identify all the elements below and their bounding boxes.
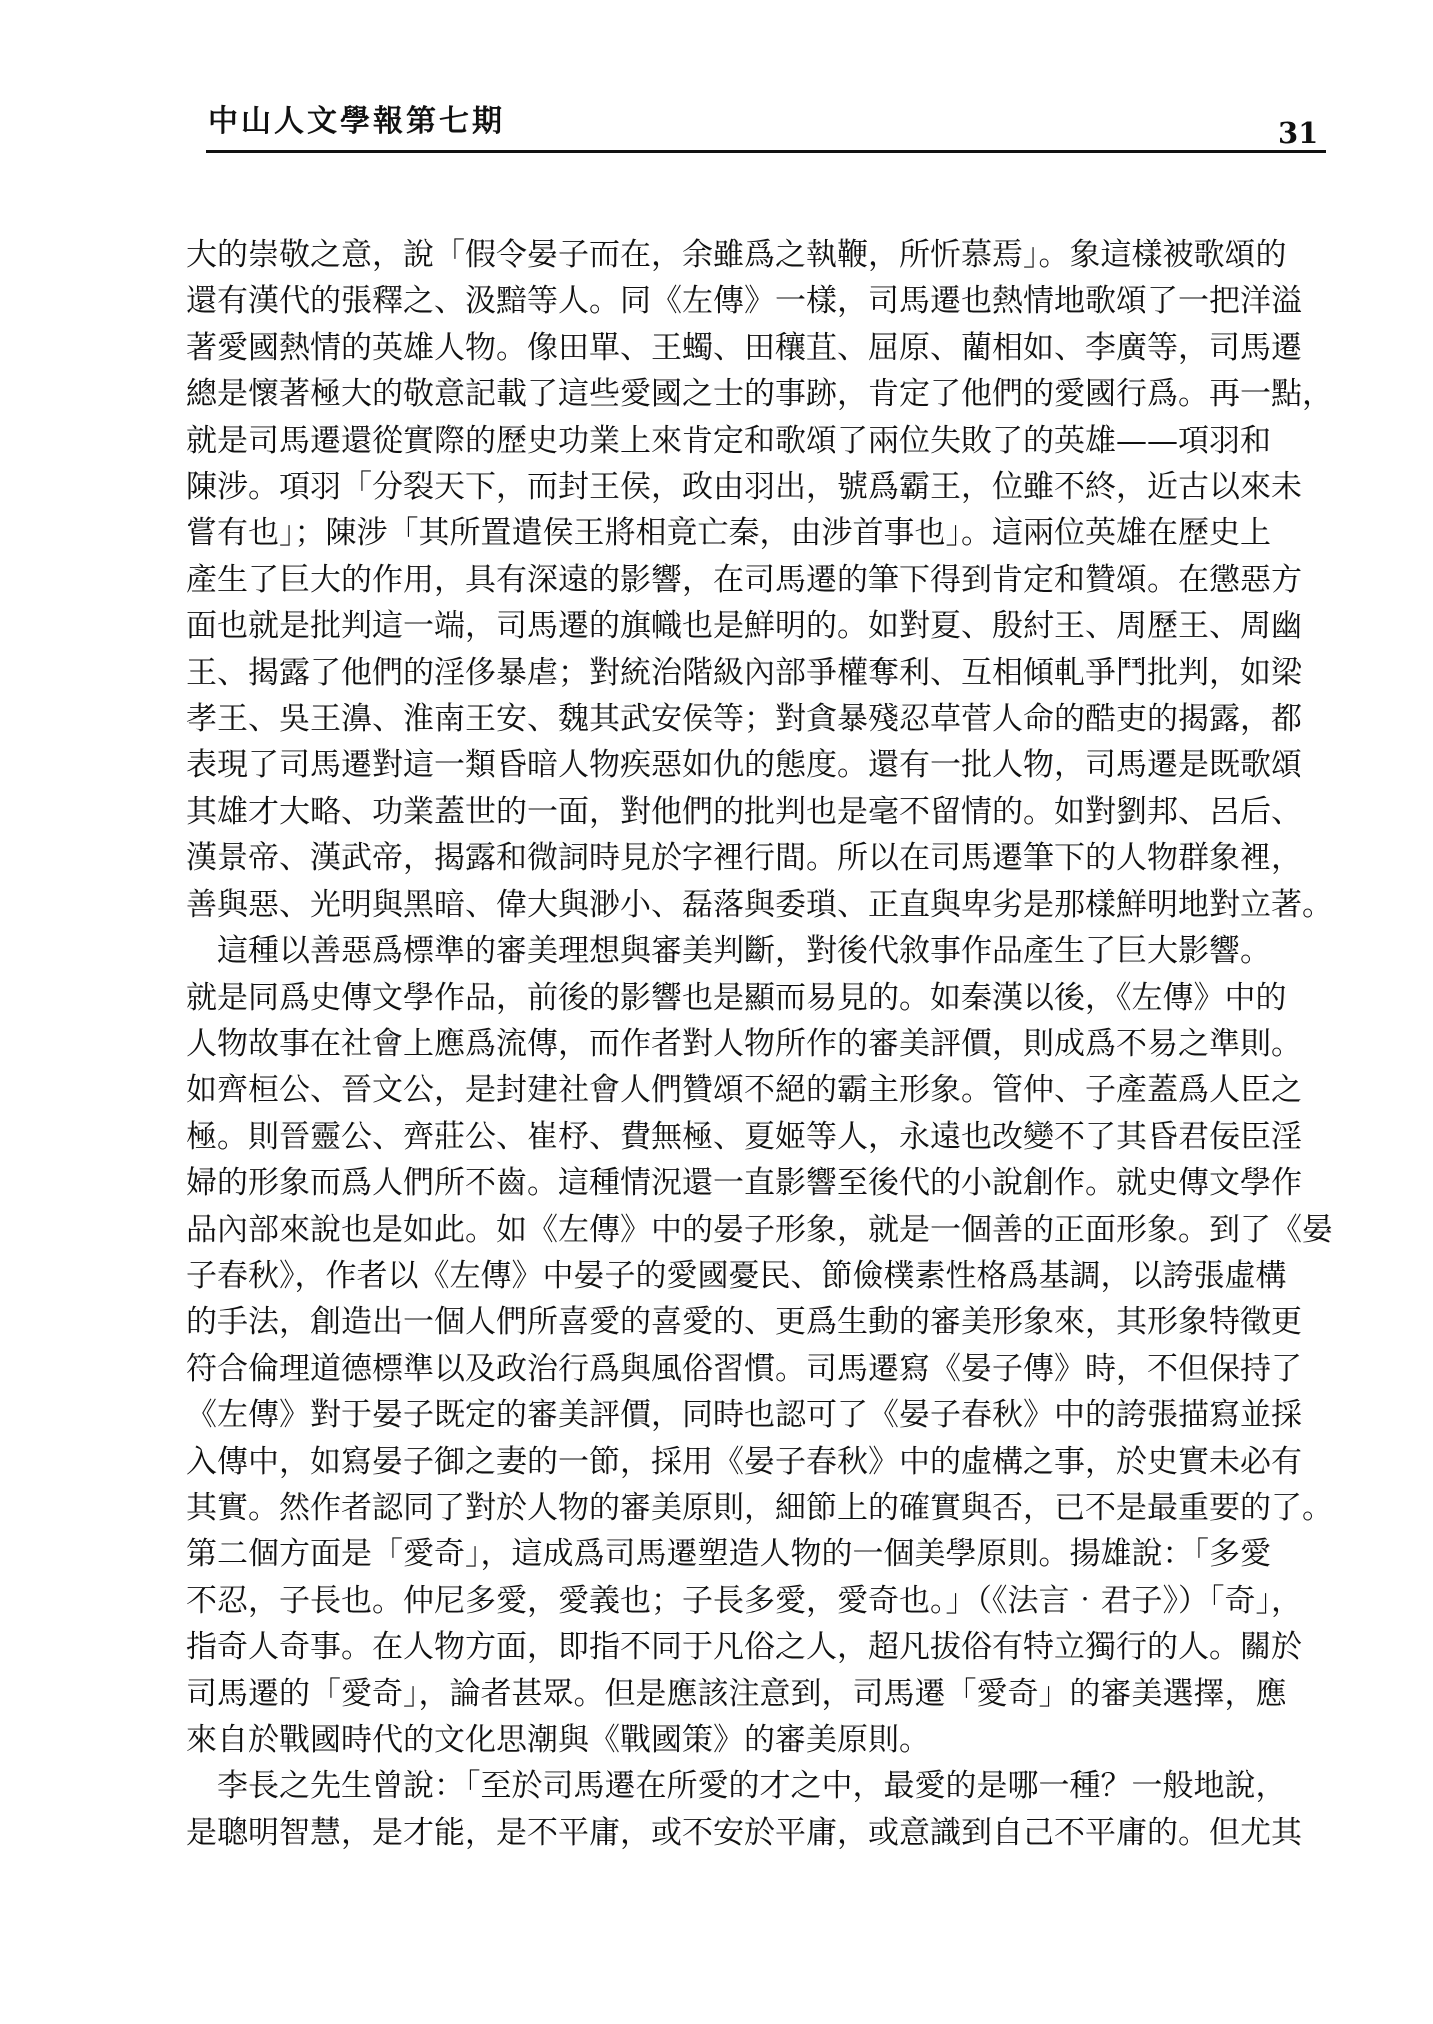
text-line: 品內部來說也是如此。如《左傳》中的晏子形象，就是一個善的正面形象。到了《晏 <box>186 1211 1333 1248</box>
text-line: 善與惡、光明與黑暗、偉大與渺小、磊落與委瑣、正直與卑劣是那樣鮮明地對立著。 <box>186 886 1333 923</box>
text-line: 王、揭露了他們的淫侈暴虐；對統治階級內部爭權奪利、互相傾軋爭鬥批判，如梁 <box>186 654 1302 691</box>
text-line: 指奇人奇事。在人物方面，即指不同于凡俗之人，超凡拔俗有特立獨行的人。關於 <box>186 1629 1302 1666</box>
text-line: 總是懷著極大的敬意記載了這些愛國之士的事跡，肯定了他們的愛國行爲。再一點， <box>186 376 1333 413</box>
text-line: 入傳中，如寫晏子御之妻的一節，採用《晏子春秋》中的虛構之事，於史實未必有 <box>186 1443 1302 1480</box>
text-line: 還有漢代的張釋之、汲黯等人。同《左傳》一樣，司馬遷也熱情地歌頌了一把洋溢 <box>186 283 1302 320</box>
text-line: 人物故事在社會上應爲流傳，而作者對人物所作的審美評價，則成爲不易之準則。 <box>186 1025 1302 1062</box>
text-line: 司馬遷的「愛奇」，論者甚眾。但是應該注意到，司馬遷「愛奇」的審美選擇，應 <box>186 1675 1287 1712</box>
text-line: 《左傳》對于晏子既定的審美評價，同時也認可了《晏子春秋》中的誇張描寫並採 <box>186 1397 1302 1434</box>
text-line: 符合倫理道德標準以及政治行爲與風俗習慣。司馬遷寫《晏子傳》時，不但保持了 <box>186 1350 1302 1387</box>
text-line: 就是司馬遷還從實際的歷史功業上來肯定和歌頌了兩位失敗了的英雄——項羽和 <box>186 422 1271 459</box>
text-line: 是聰明智慧，是才能，是不平庸，或不安於平庸，或意識到自己不平庸的。但尤其 <box>186 1814 1302 1851</box>
text-line: 著愛國熱情的英雄人物。像田單、王蠋、田穰苴、屈原、藺相如、李廣等，司馬遷 <box>186 329 1302 366</box>
text-line: 的手法，創造出一個人們所喜愛的喜愛的、更爲生動的審美形象來，其形象特徵更 <box>186 1304 1302 1341</box>
text-line: 漢景帝、漢武帝，揭露和微詞時見於字裡行間。所以在司馬遷筆下的人物群象裡， <box>186 840 1302 877</box>
text-line: 來自於戰國時代的文化思潮與《戰國策》的審美原則。 <box>186 1722 930 1758</box>
text-line: 其實。然作者認同了對於人物的審美原則，細節上的確實與否，已不是最重要的了。 <box>186 1489 1333 1526</box>
journal-title: 中山人文學報第七期 <box>208 104 505 139</box>
text-line: 不忍，子長也。仲尼多愛，愛義也；子長多愛，愛奇也。」（《法言‧君子》）「奇」， <box>186 1582 1302 1619</box>
text-line: 陳涉。項羽「分裂天下，而封王侯，政由羽出，號爲霸王，位雖不終，近古以來未 <box>186 469 1302 506</box>
text-line: 其雄才大略、功業蓋世的一面，對他們的批判也是毫不留情的。如對劉邦、呂后、 <box>186 793 1302 830</box>
text-line: 第二個方面是「愛奇」，這成爲司馬遷塑造人物的一個美學原則。揚雄說：「多愛 <box>186 1536 1271 1573</box>
text-line: 就是同爲史傳文學作品，前後的影響也是顯而易見的。如秦漢以後，《左傳》中的 <box>186 979 1287 1016</box>
text-line: 產生了巨大的作用，具有深遠的影響，在司馬遷的筆下得到肯定和贊頌。在懲惡方 <box>186 561 1302 598</box>
text-line: 這種以善惡爲標準的審美理想與審美判斷，對後代敘事作品產生了巨大影響。 <box>186 933 1271 970</box>
text-line: 表現了司馬遷對這一類昏暗人物疾惡如仇的態度。還有一批人物，司馬遷是既歌頌 <box>186 747 1302 784</box>
text-line: 李長之先生曾說：「至於司馬遷在所愛的才之中，最愛的是哪一種？一般地說， <box>186 1768 1287 1805</box>
text-line: 極。則晉靈公、齊莊公、崔杼、費無極、夏姬等人，永遠也改變不了其昏君佞臣淫 <box>186 1118 1302 1155</box>
text-line: 孝王、吳王濞、淮南王安、魏其武安侯等；對貪暴殘忍草菅人命的酷吏的揭露，都 <box>186 701 1302 738</box>
page-number: 31 <box>1278 116 1319 150</box>
text-line: 面也就是批判這一端，司馬遷的旗幟也是鮮明的。如對夏、殷紂王、周歷王、周幽 <box>186 608 1302 645</box>
text-line: 大的崇敬之意，說「假令晏子而在，余雖爲之執鞭，所忻慕焉」。象這樣被歌頌的 <box>186 237 1287 273</box>
text-line: 嘗有也」；陳涉「其所置遣侯王將相竟亡秦，由涉首事也」。這兩位英雄在歷史上 <box>186 515 1271 552</box>
header-rule <box>206 150 1326 153</box>
text-line: 子春秋》，作者以《左傳》中晏子的愛國憂民、節儉樸素性格爲基調，以誇張虛構 <box>186 1257 1287 1294</box>
body-text <box>186 232 1333 1856</box>
text-line: 如齊桓公、晉文公，是封建社會人們贊頌不絕的霸主形象。管仲、子產蓋爲人臣之 <box>186 1072 1302 1109</box>
text-line: 婦的形象而爲人們所不齒。這種情況還一直影響至後代的小說創作。就史傳文學作 <box>186 1165 1302 1202</box>
